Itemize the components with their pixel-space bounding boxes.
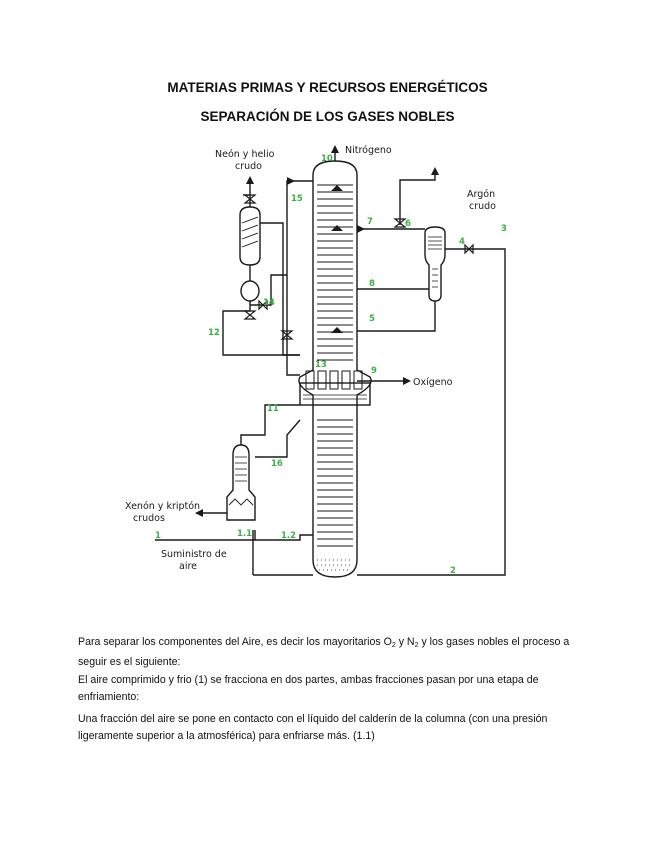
tray-marker-top bbox=[331, 185, 343, 191]
stream-number-7: 7 bbox=[367, 217, 373, 227]
label-suministro: Suministro de bbox=[161, 549, 227, 560]
valves bbox=[245, 195, 473, 339]
paragraph-intro bbox=[78, 634, 588, 671]
stream-number-16: 16 bbox=[271, 459, 283, 469]
label-suministro-aire: aire bbox=[179, 561, 198, 572]
stream-number-1-1: 1.1 bbox=[237, 529, 253, 539]
tray-marker-5 bbox=[331, 327, 343, 333]
stream-16 bbox=[255, 420, 300, 457]
tray-marker-7 bbox=[331, 225, 343, 231]
paragraph-intro-b: y N bbox=[395, 636, 415, 648]
upper-trays bbox=[317, 185, 353, 360]
diagram-svg bbox=[95, 145, 535, 585]
stream-number-8: 8 bbox=[369, 279, 375, 289]
condenser-tubes bbox=[306, 371, 362, 389]
process-diagram bbox=[95, 145, 535, 585]
stream-number-14: 14 bbox=[263, 298, 275, 308]
stream-number-5: 5 bbox=[369, 314, 375, 324]
reboiler-liquid bbox=[317, 560, 353, 570]
document-subtitle: SEPARACIÓN DE LOS GASES NOBLES bbox=[200, 109, 455, 124]
stream-4 bbox=[357, 249, 505, 575]
stream-number-15: 15 bbox=[291, 194, 303, 204]
stream-12 bbox=[223, 301, 300, 355]
label-nitrogeno: Nitrógeno bbox=[345, 145, 392, 156]
label-neon-crudo: crudo bbox=[235, 161, 262, 172]
label-oxigeno: Oxígeno bbox=[413, 377, 453, 388]
label-argon-crudo: crudo bbox=[469, 201, 496, 212]
stream-number-12: 12 bbox=[208, 328, 220, 338]
paragraph-intro-a: Para separar los componentes del Aire, es decir los mayoritarios O bbox=[78, 636, 392, 648]
stream-number-1-2: 1.2 bbox=[281, 531, 297, 541]
label-xenon: Xenón y kriptón bbox=[125, 501, 201, 512]
main-column bbox=[299, 161, 371, 577]
xenon-column bbox=[227, 445, 255, 520]
argon-condenser bbox=[425, 227, 445, 301]
stream-number-6: 6 bbox=[405, 219, 411, 229]
paragraph-compressed-air: El aire comprimido y frio (1) se fracciona en dos partes, ambas fracciones pasan por una etapa de enfriamiento: bbox=[78, 674, 539, 703]
argon-line bbox=[400, 172, 435, 225]
lower-trays bbox=[317, 420, 353, 546]
neon-separator bbox=[241, 281, 259, 301]
paragraph-air-fraction: Una fracción del aire se pone en contacto con el líquido del calderín de la columna (con una presión ligeramente superior a la atmosférica) para enfriarse más. (1.1) bbox=[78, 713, 548, 742]
document-title: MATERIAS PRIMAS Y RECURSOS ENERGÉTICOS bbox=[167, 80, 488, 95]
paragraph-intro-c: y los gases nobles el proceso a seguir es el siguiente: bbox=[78, 636, 570, 668]
label-argon: Argón bbox=[467, 189, 496, 200]
stream-number-4: 4 bbox=[459, 237, 465, 247]
stream-15 bbox=[287, 181, 313, 375]
stream-number-10: 10 bbox=[321, 154, 333, 164]
stream-number-1: 1 bbox=[155, 531, 161, 541]
stream-number-13: 13 bbox=[315, 360, 327, 370]
stream-number-2: 2 bbox=[450, 566, 456, 576]
stream-number-9: 9 bbox=[371, 366, 377, 376]
label-xenon-crudos: crudos bbox=[133, 513, 165, 524]
subscript-o2: 2 bbox=[391, 642, 396, 649]
stream-number-11: 11 bbox=[267, 404, 279, 414]
subscript-n2: 2 bbox=[414, 642, 419, 649]
label-neon-helio: Neón y helio bbox=[215, 149, 275, 160]
stream-number-3: 3 bbox=[501, 224, 507, 234]
